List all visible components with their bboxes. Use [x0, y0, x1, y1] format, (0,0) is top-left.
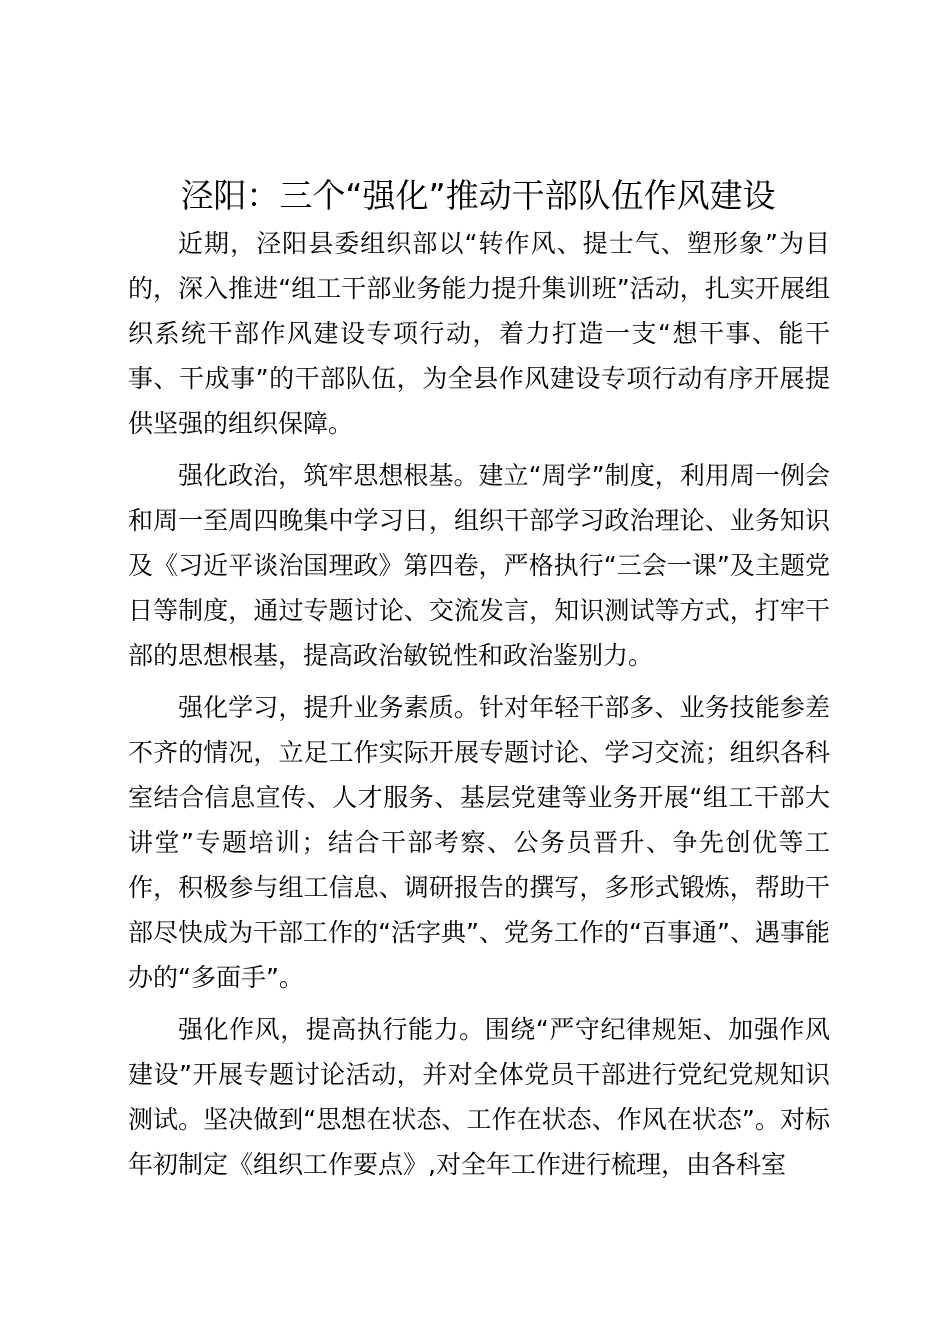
- paragraph-study: 强化学习，提升业务素质。针对年轻干部多、业务技能参差不齐的情况，立足工作实际开展专题讨论、学习交流；组织各科室结合信息宣传、人才服务、基层党建等业务开展“组工干部大讲堂”专题培训；结合干部考察、公务员晋升、争先创优等工作，积极参与组工信息、调研报告的撰写，多形式锻炼，帮助干部尽快成为干部工作的“活字典”、党务工作的“百事通”、遇事能办的“多面手”。: [128, 693, 830, 992]
- paragraph-politics: 强化政治，筑牢思想根基。建立“周学”制度，利用周一例会和周一至周四晚集中学习日，组织干部学习政治理论、业务知识及《习近平谈治国理政》第四卷，严格执行“三会一课”及主题党日等制度，通过专题讨论、交流发言，知识测试等方式，打牢干部的思想根基，提高政治敏锐性和政治鉴别力。: [128, 461, 830, 670]
- paragraph-intro: 近期，泾阳县委组织部以“转作风、提士气、塑形象”为目的，深入推进“组工干部业务能力提升集训班”活动，扎实开展组织系统干部作风建设专项行动，着力打造一支“想干事、能干事、干成事”的干部队伍，为全县作风建设专项行动有序开展提供坚强的组织保障。: [128, 229, 830, 438]
- paragraph-style: 强化作风，提高执行能力。围绕“严守纪律规矩、加强作风建设”开展专题讨论活动，并对全体党员干部进行党纪党规知识测试。坚决做到“思想在状态、工作在状态、作风在状态”。对标年初制定《组织工作要点》,对全年工作进行梳理，由各科室: [128, 1015, 830, 1179]
- document-body: [128, 221, 830, 1194]
- document-title: 泾阳：三个“强化”推动干部队伍作风建设: [180, 176, 776, 215]
